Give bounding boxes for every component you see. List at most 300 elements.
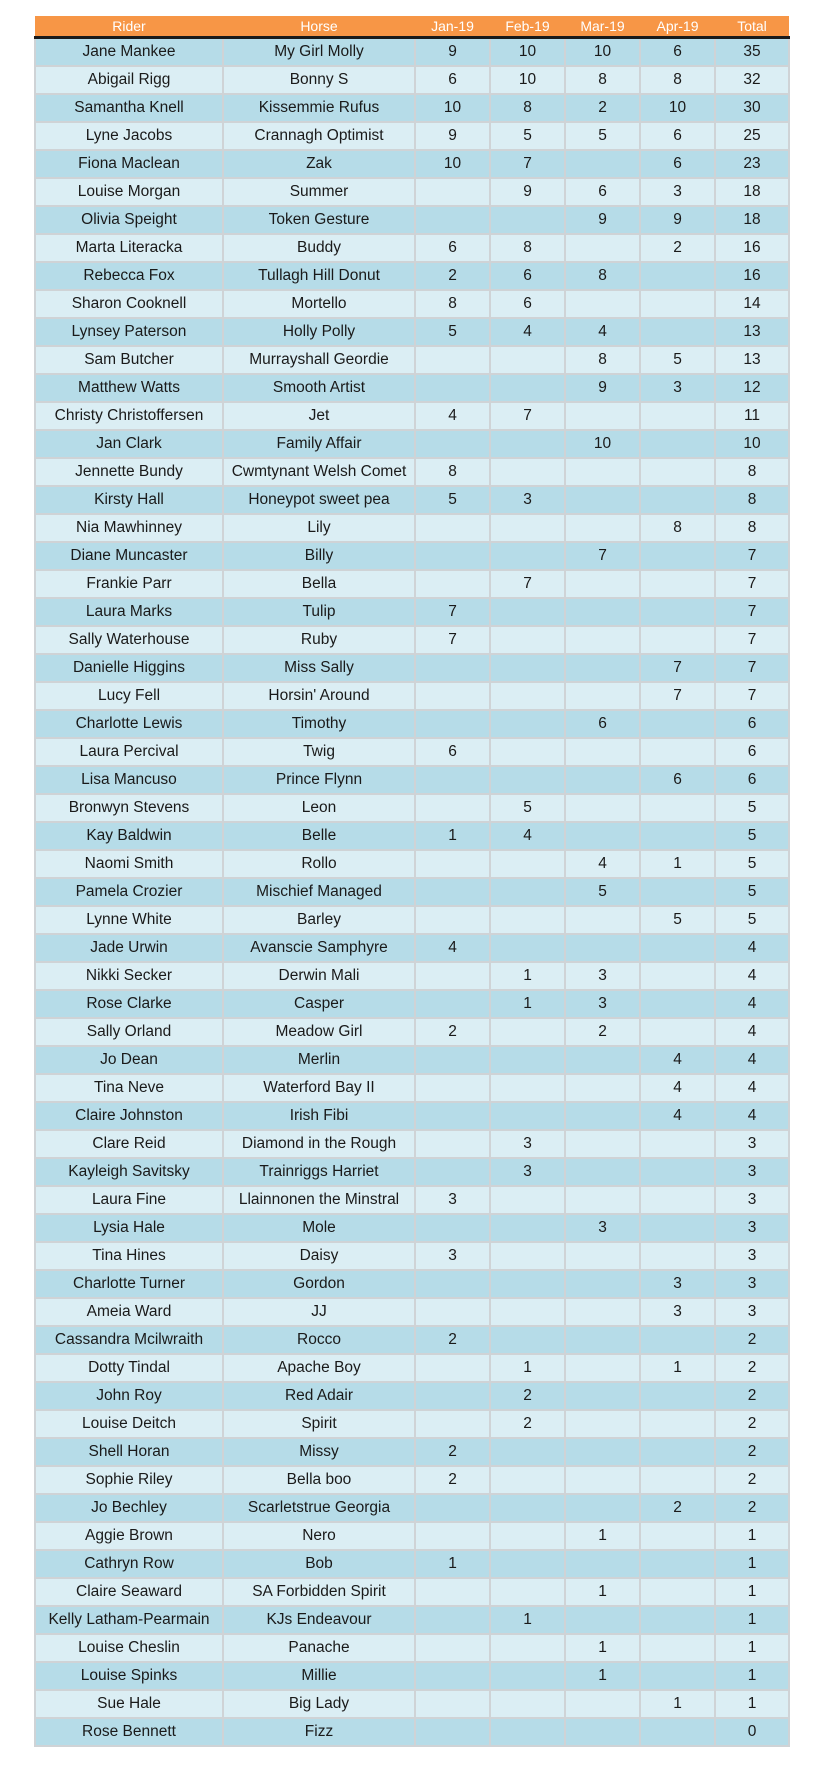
mar-19-cell [565,906,640,934]
rider-cell: Bronwyn Stevens [35,794,223,822]
rider-cell: Jo Bechley [35,1494,223,1522]
jan-19-cell: 6 [415,738,490,766]
apr-19-cell [640,626,715,654]
horse-cell: Apache Boy [223,1354,415,1382]
jan-19-cell: 3 [415,1242,490,1270]
table-row [35,514,789,542]
mar-19-cell [565,1102,640,1130]
horse-cell: Kissemmie Rufus [223,94,415,122]
apr-19-cell [640,430,715,458]
mar-19-cell [565,1410,640,1438]
apr-19-cell: 4 [640,1074,715,1102]
jan-19-cell [415,430,490,458]
total-cell: 6 [715,738,789,766]
total-cell: 3 [715,1242,789,1270]
mar-19-cell [565,402,640,430]
jan-19-cell [415,1494,490,1522]
table-row [35,346,789,374]
total-cell: 5 [715,906,789,934]
feb-19-cell [490,850,565,878]
apr-19-cell [640,794,715,822]
apr-19-cell: 3 [640,374,715,402]
table-row [35,1158,789,1186]
rider-cell: Christy Christoffersen [35,402,223,430]
rider-cell: Louise Spinks [35,1662,223,1690]
total-cell: 7 [715,626,789,654]
apr-19-cell: 4 [640,1102,715,1130]
apr-19-cell: 1 [640,1354,715,1382]
mar-19-cell [565,1466,640,1494]
rider-cell: Clare Reid [35,1130,223,1158]
table-row [35,1550,789,1578]
mar-19-cell: 10 [565,38,640,67]
apr-19-cell: 8 [640,66,715,94]
table-row [35,486,789,514]
total-cell: 6 [715,766,789,794]
feb-19-cell: 6 [490,290,565,318]
horse-cell: Leon [223,794,415,822]
jan-19-cell [415,906,490,934]
total-cell: 2 [715,1382,789,1410]
table-row [35,374,789,402]
apr-19-cell [640,1466,715,1494]
jan-19-cell: 9 [415,38,490,67]
jan-19-cell [415,542,490,570]
table-row [35,822,789,850]
total-cell: 7 [715,570,789,598]
feb-19-cell: 10 [490,66,565,94]
horse-cell: Summer [223,178,415,206]
header-total: Total [715,16,789,38]
jan-19-cell [415,654,490,682]
rider-cell: Jennette Bundy [35,458,223,486]
jan-19-cell [415,346,490,374]
apr-19-cell [640,1634,715,1662]
horse-cell: Twig [223,738,415,766]
feb-19-cell [490,626,565,654]
jan-19-cell [415,1606,490,1634]
total-cell: 4 [715,1102,789,1130]
mar-19-cell [565,1550,640,1578]
jan-19-cell: 10 [415,150,490,178]
feb-19-cell [490,1466,565,1494]
total-cell: 6 [715,710,789,738]
mar-19-cell [565,738,640,766]
total-cell: 2 [715,1494,789,1522]
feb-19-cell [490,346,565,374]
rider-cell: Pamela Crozier [35,878,223,906]
apr-19-cell: 2 [640,1494,715,1522]
jan-19-cell: 4 [415,402,490,430]
jan-19-cell [415,178,490,206]
table-row [35,38,789,67]
jan-19-cell [415,514,490,542]
horse-cell: Panache [223,1634,415,1662]
table-row [35,598,789,626]
apr-19-cell [640,1662,715,1690]
rider-cell: Lynsey Paterson [35,318,223,346]
feb-19-cell [490,430,565,458]
table-row [35,1046,789,1074]
rider-cell: Nikki Secker [35,962,223,990]
jan-19-cell [415,1718,490,1746]
total-cell: 32 [715,66,789,94]
mar-19-cell: 6 [565,710,640,738]
jan-19-cell: 8 [415,458,490,486]
total-cell: 3 [715,1158,789,1186]
apr-19-cell: 3 [640,1270,715,1298]
rider-cell: Jan Clark [35,430,223,458]
apr-19-cell [640,1186,715,1214]
rider-cell: Abigail Rigg [35,66,223,94]
apr-19-cell [640,1130,715,1158]
jan-19-cell: 9 [415,122,490,150]
feb-19-cell [490,1578,565,1606]
mar-19-cell [565,234,640,262]
feb-19-cell: 2 [490,1410,565,1438]
horse-cell: Miss Sally [223,654,415,682]
rider-cell: Sally Orland [35,1018,223,1046]
mar-19-cell: 10 [565,430,640,458]
jan-19-cell: 6 [415,234,490,262]
jan-19-cell [415,878,490,906]
total-cell: 2 [715,1326,789,1354]
mar-19-cell: 1 [565,1522,640,1550]
horse-cell: Belle [223,822,415,850]
feb-19-cell: 1 [490,1354,565,1382]
total-cell: 4 [715,990,789,1018]
total-cell: 5 [715,822,789,850]
jan-19-cell [415,710,490,738]
rider-cell: Fiona Maclean [35,150,223,178]
feb-19-cell [490,766,565,794]
rider-cell: Laura Percival [35,738,223,766]
rider-cell: Lyne Jacobs [35,122,223,150]
table-row [35,738,789,766]
total-cell: 13 [715,346,789,374]
standings-sheet [34,16,788,1747]
apr-19-cell: 5 [640,906,715,934]
apr-19-cell [640,290,715,318]
mar-19-cell [565,682,640,710]
horse-cell: Daisy [223,1242,415,1270]
mar-19-cell: 8 [565,262,640,290]
table-row [35,178,789,206]
horse-cell: Meadow Girl [223,1018,415,1046]
table-row [35,1270,789,1298]
feb-19-cell [490,598,565,626]
table-row [35,1718,789,1746]
rider-cell: Diane Muncaster [35,542,223,570]
jan-19-cell [415,1382,490,1410]
mar-19-cell [565,1242,640,1270]
jan-19-cell: 2 [415,262,490,290]
rider-cell: Olivia Speight [35,206,223,234]
mar-19-cell [565,1270,640,1298]
jan-19-cell [415,1158,490,1186]
total-cell: 2 [715,1438,789,1466]
jan-19-cell [415,850,490,878]
apr-19-cell: 1 [640,1690,715,1718]
total-cell: 8 [715,458,789,486]
table-row [35,1382,789,1410]
table-row [35,1018,789,1046]
table-row [35,710,789,738]
horse-cell: Spirit [223,1410,415,1438]
table-row [35,1634,789,1662]
apr-19-cell [640,1214,715,1242]
apr-19-cell [640,1550,715,1578]
apr-19-cell: 5 [640,346,715,374]
table-row [35,682,789,710]
rider-cell: Kirsty Hall [35,486,223,514]
apr-19-cell [640,878,715,906]
horse-cell: JJ [223,1298,415,1326]
table-row [35,1298,789,1326]
rider-cell: Lysia Hale [35,1214,223,1242]
header-row [35,16,789,38]
jan-19-cell [415,794,490,822]
horse-cell: Jet [223,402,415,430]
total-cell: 3 [715,1186,789,1214]
apr-19-cell [640,990,715,1018]
total-cell: 0 [715,1718,789,1746]
jan-19-cell [415,1102,490,1130]
jan-19-cell: 10 [415,94,490,122]
jan-19-cell [415,1690,490,1718]
feb-19-cell [490,514,565,542]
jan-19-cell: 2 [415,1466,490,1494]
apr-19-cell [640,962,715,990]
table-row [35,94,789,122]
rider-cell: Claire Johnston [35,1102,223,1130]
header-jan-19: Jan-19 [415,16,490,38]
table-row [35,626,789,654]
feb-19-cell [490,710,565,738]
total-cell: 25 [715,122,789,150]
apr-19-cell [640,710,715,738]
table-row [35,542,789,570]
jan-19-cell: 2 [415,1326,490,1354]
horse-cell: Merlin [223,1046,415,1074]
feb-19-cell: 6 [490,262,565,290]
rider-cell: Charlotte Turner [35,1270,223,1298]
rider-cell: Charlotte Lewis [35,710,223,738]
total-cell: 1 [715,1578,789,1606]
horse-cell: Buddy [223,234,415,262]
mar-19-cell [565,1690,640,1718]
horse-cell: Timothy [223,710,415,738]
apr-19-cell [640,822,715,850]
table-row [35,570,789,598]
rider-cell: Cathryn Row [35,1550,223,1578]
feb-19-cell: 4 [490,318,565,346]
total-cell: 1 [715,1522,789,1550]
table-row [35,234,789,262]
apr-19-cell [640,1326,715,1354]
horse-cell: Bob [223,1550,415,1578]
total-cell: 12 [715,374,789,402]
mar-19-cell: 4 [565,318,640,346]
mar-19-cell [565,150,640,178]
apr-19-cell: 7 [640,654,715,682]
feb-19-cell: 5 [490,122,565,150]
horse-cell: Waterford Bay II [223,1074,415,1102]
total-cell: 2 [715,1466,789,1494]
total-cell: 4 [715,1074,789,1102]
horse-cell: My Girl Molly [223,38,415,67]
rider-cell: Lisa Mancuso [35,766,223,794]
mar-19-cell: 3 [565,1214,640,1242]
feb-19-cell: 7 [490,150,565,178]
mar-19-cell [565,486,640,514]
rider-cell: Sally Waterhouse [35,626,223,654]
feb-19-cell [490,1242,565,1270]
mar-19-cell [565,570,640,598]
table-row [35,1130,789,1158]
feb-19-cell [490,1690,565,1718]
total-cell: 1 [715,1634,789,1662]
rider-cell: Cassandra Mcilwraith [35,1326,223,1354]
horse-cell: Prince Flynn [223,766,415,794]
jan-19-cell [415,990,490,1018]
mar-19-cell: 2 [565,1018,640,1046]
rider-cell: Jo Dean [35,1046,223,1074]
feb-19-cell [490,934,565,962]
table-body [35,38,789,1747]
total-cell: 1 [715,1690,789,1718]
jan-19-cell: 7 [415,626,490,654]
horse-cell: Billy [223,542,415,570]
mar-19-cell [565,1046,640,1074]
total-cell: 30 [715,94,789,122]
total-cell: 16 [715,234,789,262]
feb-19-cell: 7 [490,402,565,430]
jan-19-cell [415,1130,490,1158]
total-cell: 3 [715,1130,789,1158]
table-row [35,402,789,430]
apr-19-cell: 3 [640,1298,715,1326]
feb-19-cell [490,1522,565,1550]
mar-19-cell [565,1438,640,1466]
jan-19-cell [415,1214,490,1242]
rider-cell: Marta Literacka [35,234,223,262]
horse-cell: Holly Polly [223,318,415,346]
horse-cell: Derwin Mali [223,962,415,990]
rider-cell: Aggie Brown [35,1522,223,1550]
total-cell: 1 [715,1606,789,1634]
mar-19-cell [565,1718,640,1746]
table-row [35,850,789,878]
feb-19-cell [490,458,565,486]
apr-19-cell [640,1438,715,1466]
mar-19-cell [565,514,640,542]
apr-19-cell [640,1718,715,1746]
apr-19-cell [640,1410,715,1438]
apr-19-cell: 1 [640,850,715,878]
horse-cell: Barley [223,906,415,934]
feb-19-cell: 1 [490,1606,565,1634]
rider-cell: Sharon Cooknell [35,290,223,318]
rider-cell: Matthew Watts [35,374,223,402]
horse-cell: Scarletstrue Georgia [223,1494,415,1522]
total-cell: 2 [715,1410,789,1438]
table-row [35,1662,789,1690]
horse-cell: Rocco [223,1326,415,1354]
mar-19-cell [565,1158,640,1186]
rider-cell: Tina Hines [35,1242,223,1270]
table-row [35,1522,789,1550]
horse-cell: Bonny S [223,66,415,94]
apr-19-cell [640,262,715,290]
rider-cell: Tina Neve [35,1074,223,1102]
jan-19-cell: 2 [415,1018,490,1046]
jan-19-cell [415,374,490,402]
table-row [35,430,789,458]
standings-table [34,16,790,1747]
horse-cell: Honeypot sweet pea [223,486,415,514]
mar-19-cell: 5 [565,122,640,150]
mar-19-cell: 6 [565,178,640,206]
table-row [35,318,789,346]
apr-19-cell [640,598,715,626]
horse-cell: Rollo [223,850,415,878]
feb-19-cell [490,1550,565,1578]
table-row [35,1186,789,1214]
rider-cell: John Roy [35,1382,223,1410]
feb-19-cell [490,906,565,934]
total-cell: 7 [715,654,789,682]
feb-19-cell: 8 [490,94,565,122]
rider-cell: Lucy Fell [35,682,223,710]
apr-19-cell [640,934,715,962]
horse-cell: Big Lady [223,1690,415,1718]
apr-19-cell [640,542,715,570]
horse-cell: SA Forbidden Spirit [223,1578,415,1606]
header-horse: Horse [223,16,415,38]
apr-19-cell [640,318,715,346]
jan-19-cell: 3 [415,1186,490,1214]
apr-19-cell [640,486,715,514]
total-cell: 11 [715,402,789,430]
mar-19-cell [565,458,640,486]
rider-cell: Kelly Latham-Pearmain [35,1606,223,1634]
feb-19-cell [490,1662,565,1690]
feb-19-cell [490,1074,565,1102]
feb-19-cell [490,1634,565,1662]
feb-19-cell: 7 [490,570,565,598]
table-row [35,794,789,822]
feb-19-cell: 4 [490,822,565,850]
apr-19-cell: 6 [640,122,715,150]
horse-cell: Mischief Managed [223,878,415,906]
horse-cell: Mole [223,1214,415,1242]
table-row [35,934,789,962]
apr-19-cell [640,402,715,430]
feb-19-cell [490,878,565,906]
rider-cell: Ameia Ward [35,1298,223,1326]
jan-19-cell [415,1074,490,1102]
feb-19-cell [490,1102,565,1130]
horse-cell: Irish Fibi [223,1102,415,1130]
horse-cell: Crannagh Optimist [223,122,415,150]
feb-19-cell [490,206,565,234]
horse-cell: Tullagh Hill Donut [223,262,415,290]
mar-19-cell [565,1298,640,1326]
total-cell: 5 [715,878,789,906]
table-row [35,1494,789,1522]
apr-19-cell: 8 [640,514,715,542]
